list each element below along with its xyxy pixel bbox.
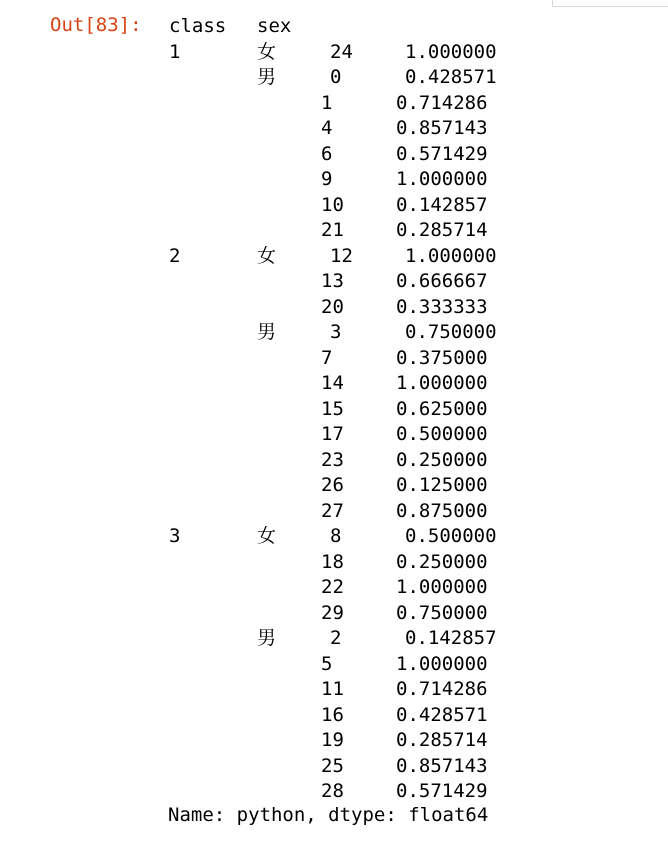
value-cell: 0.250000: [396, 550, 488, 573]
table-row: [0, 371, 668, 397]
output-prompt: Out[83]:: [50, 14, 142, 36]
index-level: 12: [330, 244, 353, 267]
table-row: [0, 269, 668, 295]
table-row: [0, 550, 668, 576]
index-level: 21: [321, 219, 344, 241]
index-level: 4: [321, 117, 333, 139]
value-cell: 0.857143: [396, 117, 488, 139]
index-level: 25: [321, 754, 344, 777]
table-row: [0, 575, 668, 601]
table-row: [0, 244, 668, 270]
value-cell: 0.750000: [396, 601, 488, 624]
value-cell: 0.666667: [396, 270, 488, 292]
sex-level: 男: [257, 66, 277, 88]
value-cell: 0.250000: [396, 448, 488, 471]
value-cell: 0.714286: [396, 678, 488, 700]
index-level: 23: [321, 448, 344, 471]
table-row: [0, 40, 668, 66]
value-cell: 0.428571: [405, 66, 497, 88]
table-row: [0, 167, 668, 193]
index-level: 6: [321, 142, 333, 165]
index-level: 13: [321, 270, 344, 292]
table-row: [0, 91, 668, 117]
value-cell: 0.571429: [396, 780, 488, 802]
index-level: 8: [330, 525, 342, 547]
header-row: [0, 14, 668, 40]
table-row: [0, 779, 668, 805]
class-level: 2: [169, 244, 181, 267]
table-row: [0, 142, 668, 168]
series-output: [0, 14, 668, 805]
class-level: 1: [169, 40, 181, 63]
table-row: [0, 320, 668, 346]
table-row: [0, 677, 668, 703]
table-row: [0, 601, 668, 627]
table-row: [0, 193, 668, 219]
table-row: [0, 422, 668, 448]
sex-level: 男: [257, 321, 277, 343]
index-level: 1: [321, 91, 333, 114]
table-row: [0, 499, 668, 525]
table-row: [0, 346, 668, 372]
value-cell: 0.125000: [396, 474, 488, 496]
value-cell: 0.428571: [396, 703, 488, 726]
index-level: 22: [321, 576, 344, 598]
value-cell: 0.857143: [396, 754, 488, 777]
series-rows: [0, 40, 668, 805]
header-sex: sex: [257, 15, 292, 37]
index-level: 27: [321, 499, 344, 522]
index-level: 18: [321, 550, 344, 573]
index-level: 10: [321, 193, 344, 216]
index-level: 5: [321, 652, 333, 675]
value-cell: 0.875000: [396, 499, 488, 522]
index-level: 26: [321, 474, 344, 496]
value-cell: 0.500000: [396, 423, 488, 445]
cell-border: [552, 0, 668, 7]
table-row: [0, 295, 668, 321]
table-row: [0, 448, 668, 474]
index-level: 0: [330, 66, 342, 88]
table-row: [0, 626, 668, 652]
index-level: 15: [321, 397, 344, 420]
value-cell: 0.625000: [396, 397, 488, 420]
value-cell: 0.142857: [405, 627, 497, 649]
index-level: 9: [321, 168, 333, 190]
index-level: 16: [321, 703, 344, 726]
table-row: [0, 728, 668, 754]
sex-level: 女: [257, 40, 277, 63]
sex-level: 男: [257, 627, 277, 649]
table-row: [0, 754, 668, 780]
value-cell: 0.285714: [396, 729, 488, 751]
index-level: 17: [321, 423, 344, 445]
class-level: 3: [169, 525, 181, 547]
index-level: 14: [321, 372, 344, 394]
table-row: [0, 524, 668, 550]
table-row: [0, 703, 668, 729]
header-class: class: [169, 15, 227, 37]
value-cell: 0.375000: [396, 346, 488, 369]
value-cell: 0.333333: [396, 295, 488, 318]
value-cell: 1.000000: [405, 40, 497, 63]
table-row: [0, 397, 668, 423]
value-cell: 1.000000: [396, 168, 488, 190]
value-cell: 0.500000: [405, 525, 497, 547]
index-level: 20: [321, 295, 344, 318]
value-cell: 0.571429: [396, 142, 488, 165]
value-cell: 0.714286: [396, 91, 488, 114]
table-row: [0, 473, 668, 499]
value-cell: 1.000000: [405, 244, 497, 267]
sex-level: 女: [257, 244, 277, 267]
value-cell: 0.285714: [396, 219, 488, 241]
table-row: [0, 218, 668, 244]
index-level: 7: [321, 346, 333, 369]
index-level: 19: [321, 729, 344, 751]
series-footer: Name: python, dtype: float64: [168, 804, 489, 826]
value-cell: 1.000000: [396, 652, 488, 675]
index-level: 3: [330, 321, 342, 343]
index-level: 29: [321, 601, 344, 624]
index-level: 28: [321, 780, 344, 802]
value-cell: 0.750000: [405, 321, 497, 343]
value-cell: 1.000000: [396, 372, 488, 394]
value-cell: 1.000000: [396, 576, 488, 598]
value-cell: 0.142857: [396, 193, 488, 216]
table-row: [0, 652, 668, 678]
index-level: 11: [321, 678, 344, 700]
index-level: 2: [330, 627, 342, 649]
sex-level: 女: [257, 525, 277, 547]
table-row: [0, 65, 668, 91]
table-row: [0, 116, 668, 142]
index-level: 24: [330, 40, 353, 63]
